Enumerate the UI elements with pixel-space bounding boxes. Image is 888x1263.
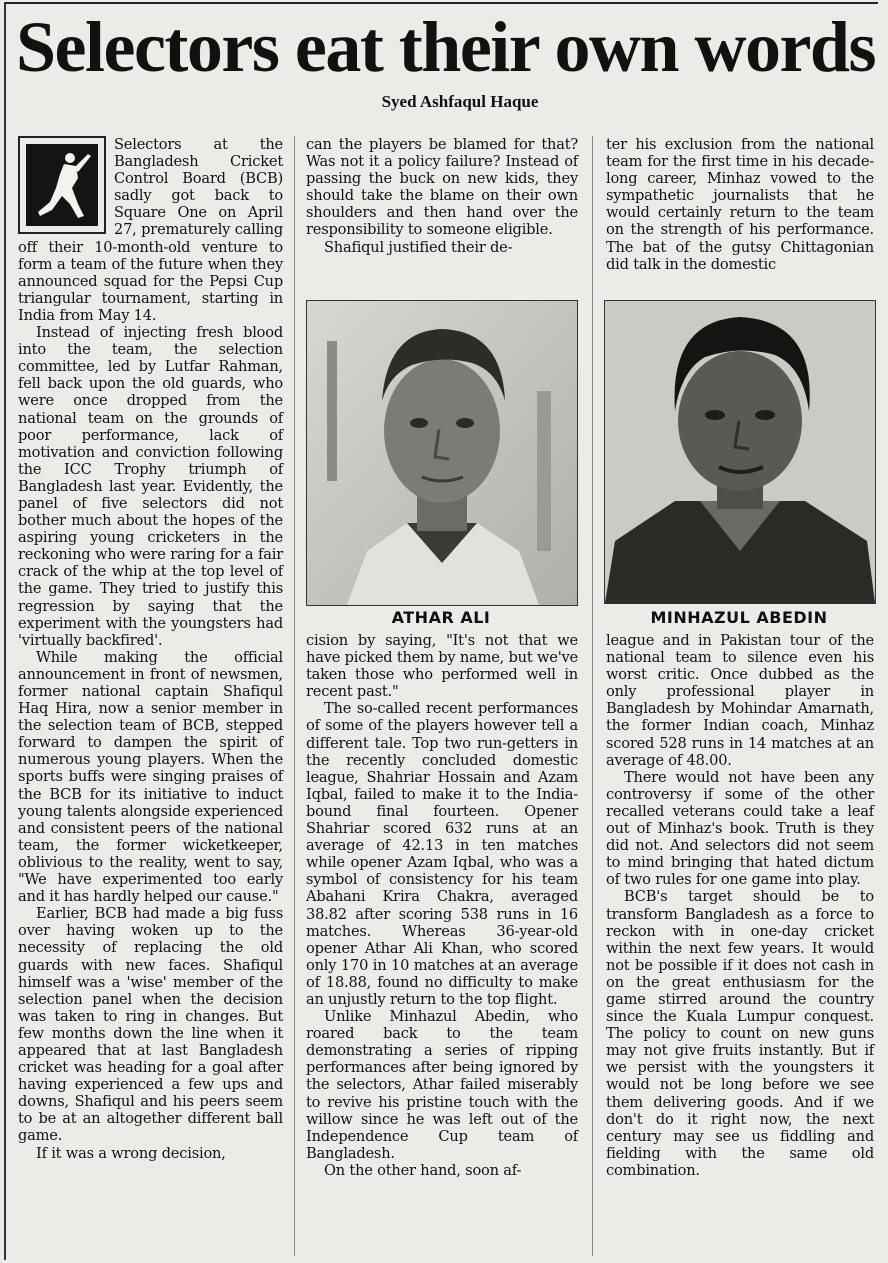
paragraph: The so-called recent performances of some of the players however tell a different tale. Top two run-getters in the recently concluded domestic league, Shahriar Hossain and Azam Iqbal, failed to make it to the India-bound final fourteen. Opener Shahriar scored 632 runs at an average of 42.13 in ten matches while opener Azam Iqbal, who was a symbol of consistency for his team Abahani Krira Chakra, averaged 38.82 after scoring 538 runs in 16 matches. Whereas 36-year-old opener Athar Ali Khan, who scored only 170 in 10 matches at an average of 18.88, found no difficulty to make an unjustly return to the top flight. — [306, 700, 578, 1008]
headline: Selectors eat their own words — [16, 7, 875, 87]
paragraph: There would not have been any controversy if some of the other recalled veterans could take a leaf out of Minhaz's book. Truth is they did not. And selectors did not seem to mind bringing that hated dictum of two rules for one game into play. — [606, 768, 874, 889]
minhazul-abedin-photo — [604, 300, 876, 604]
paragraph: ter his exclusion from the national team for the first time in his decade-long career, Minhaz vowed to the sympathetic journalists that he would certainly return to the team on the strength of his performance. The bat of the gutsy Chittagonian did talk in the domestic — [606, 136, 874, 273]
article-column-2-top — [306, 136, 578, 256]
paragraph: Earlier, BCB had made a big fuss over having woken up to the necessity of replacing the old guards with new faces. Shafiqul himself was a 'wise' member of the selection panel when the decision was taken to ring in changes. But few months down the line when it appeared that at last Bangladesh cricket was heading for a goal after having experienced a few ups and downs, Shafiqul and his peers seem to be at an altogether different ball game. — [18, 905, 283, 1145]
column-divider — [294, 136, 295, 1256]
top-rule — [6, 2, 878, 4]
photo-caption: ATHAR ALI — [391, 608, 491, 627]
article-column-3-bottom — [606, 632, 874, 1179]
paragraph: cision by saying, "It's not that we have picked them by name, but we've taken those who performed well in recent past." — [306, 632, 578, 701]
photo-caption: MINHAZUL ABEDIN — [650, 608, 828, 627]
article-column-3-top — [606, 136, 874, 273]
paragraph: BCB's target should be to transform Bangladesh as a force to reckon with in one-day cricket within the next few years. It would not be possible if it does not cash in on the great enthusiasm for the game stirred around the country since the Kuala Lumpur conquest. The policy to count on new guns may not give fruits instantly. But if we persist with the youngsters it would not be long before we see them delivering goods. And if we don't do it right now, the next century may see us fiddling and fielding with the same old combination. — [606, 888, 874, 1179]
paragraph: While making the official announcement in front of newsmen, former national captain Shafiqul Haq Hira, now a senior member in the selection team of BCB, stepped forward to dampen the spirit of numerous young players. When the sports buffs were singing praises of the BCB for its initiative to induct young talents alongside experienced and consistent peers of the national team, the former wicketkeeper, oblivious to the reality, went to say, "We have experimented too early and it has hardly helped our cause." — [18, 648, 283, 906]
paragraph: On the other hand, soon af- — [324, 1161, 522, 1179]
paragraph: Shafiqul justified their de- — [324, 238, 513, 256]
paragraph: league and in Pakistan tour of the national team to silence even his worst critic. Once dubbed as the only professional player in Bangladesh by Mohindar Amarnath, the former Indian coach, Minhaz scored 528 runs in 14 matches at an average of 48.00. — [606, 632, 874, 769]
column-divider — [592, 136, 593, 1256]
athar-ali-photo — [306, 300, 578, 606]
left-rule — [4, 2, 6, 1260]
byline: Syed Ashfaqul Haque — [381, 92, 539, 111]
paragraph: Selectors at the Bangladesh Cricket Control Board (BCB) sadly got back to Square One on April 27, prematurely calling off their 10-month-old venture to form a team of the future when they announced squad for the Pepsi Cup triangular tournament, starting in India from May 14. — [18, 136, 283, 324]
cricket-batsman-icon — [18, 136, 106, 234]
paragraph: If it was a wrong decision, — [36, 1144, 226, 1162]
paragraph: can the players be blamed for that? Was not it a policy failure? Instead of passing the buck on new kids, they should take the blame on their own shoulders and then hand over the responsibility to someone eligible. — [306, 136, 578, 239]
article-column-1 — [18, 136, 283, 1162]
paragraph: Unlike Minhazul Abedin, who roared back to the team demonstrating a series of ripping performances after being ignored by the selectors, Athar failed miserably to revive his pristine touch with the willow since he was left out of the Independence Cup team of Bangladesh. — [306, 1008, 578, 1162]
paragraph: Instead of injecting fresh blood into the team, the selection committee, led by Lutfar Rahman, fell back upon the old guards, who were once dropped from the national team on the grounds of poor performance, lack of motivation and conviction following the ICC Trophy triumph of Bangladesh last year. Evidently, the panel of five selectors did not bother much about the hopes of the aspiring young cricketers in the reckoning who were raring for a fair crack of the whip at the top level of the game. They tried to justify this regression by saying that the experiment with the youngsters had 'virtually backfired'. — [18, 324, 283, 649]
article-column-2-bottom — [306, 632, 578, 1179]
